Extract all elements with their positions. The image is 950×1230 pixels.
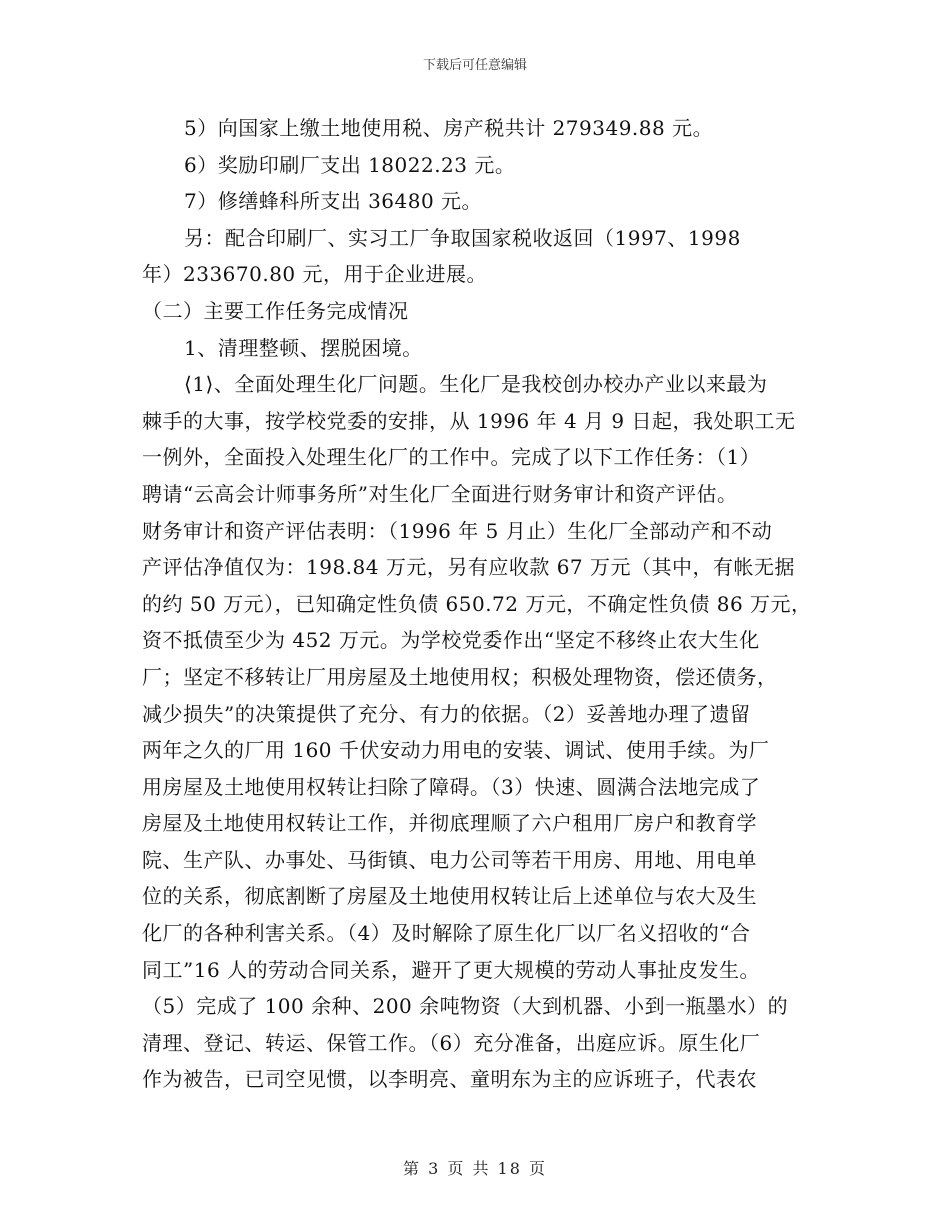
text-line: 7）修缮蜂科所支出 36480 元。 xyxy=(184,189,483,214)
text-line: 作为被告，已司空见惯，以李明亮、童明东为主的应诉班子，代表农 xyxy=(142,1067,757,1092)
text-line: 减少损失”的决策提供了充分、有力的依据。（2）妥善地办理了遗留 xyxy=(142,701,751,726)
text-line: 一例外，全面投入处理生化厂的工作中。完成了以下工作任务：（1） xyxy=(142,445,761,470)
header-note: 下载后可任意编辑 xyxy=(422,58,527,73)
text-line: 厂；坚定不移转让厂用房屋及土地使用权；积极处理物资，偿还债务， xyxy=(142,664,778,689)
page-number-footer: 第 3 页 共 18 页 xyxy=(403,1159,547,1178)
section-heading: （二）主要工作任务完成情况 xyxy=(142,298,409,323)
text-line: 用房屋及土地使用权转让扫除了障碍。（3）快速、圆满合法地完成了 xyxy=(142,774,761,799)
text-line: 两年之久的厂用 160 千伏安动力用电的安装、调试、使用手续。为厂 xyxy=(142,738,770,763)
text-line: 同工”16 人的劳动合同关系，避开了更大规模的劳动人事扯皮发生。 xyxy=(142,957,761,982)
text-line: 资不抵债至少为 452 万元。为学校党委作出“坚定不移终止农大生化 xyxy=(142,628,760,653)
text-line: ⟨1⟩、全面处理生化厂问题。生化厂是我校创办校办产业以来最为 xyxy=(184,372,768,397)
text-line: 院、生产队、办事处、马街镇、电力公司等若干用房、用地、用电单 xyxy=(142,847,757,872)
subsection-heading: 1、清理整顿、摆脱困境。 xyxy=(184,335,423,360)
text-line: 房屋及土地使用权转让工作，并彻底理顺了六户租用厂房户和教育学 xyxy=(142,811,757,836)
text-line: 棘手的大事，按学校党委的安排，从 1996 年 4 月 9 日起，我处职工无 xyxy=(142,408,796,433)
text-line: （5）完成了 100 余种、200 余吨物资（大到机器、小到一瓶墨水）的 xyxy=(142,994,789,1019)
text-line: 财务审计和资产评估表明：（1996 年 5 月止）生化厂全部动产和不动 xyxy=(142,518,773,543)
text-line: 化厂的各种利害关系。（4）及时解除了原生化厂以厂名义招收的“合 xyxy=(142,921,751,946)
text-line: 产评估净值仅为：198.84 万元，另有应收款 67 万元（其中，有帐无据 xyxy=(142,555,796,580)
text-line: 5）向国家上缴土地使用税、房产税共计 279349.88 元。 xyxy=(184,116,714,140)
text-line: 位的关系，彻底割断了房屋及土地使用权转让后上述单位与农大及生 xyxy=(142,884,757,909)
text-line: 6）奖励印刷厂支出 18022.23 元。 xyxy=(184,152,516,177)
text-line: 的约 50 万元），已知确定性负债 650.72 万元，不确定性负债 86 万元， xyxy=(142,591,812,616)
text-line: 聘请“云高会计师事务所”对生化厂全面进行财务审计和资产评估。 xyxy=(142,481,738,506)
text-line: 另：配合印刷厂、实习工厂争取国家税收返回（1997、1998 xyxy=(184,225,741,250)
text-line: 清理、登记、转运、保管工作。（6）充分准备，出庭应诉。原生化厂 xyxy=(142,1030,761,1055)
document-body xyxy=(142,110,812,1098)
text-line: 年）233670.80 元，用于企业进展。 xyxy=(142,262,488,287)
